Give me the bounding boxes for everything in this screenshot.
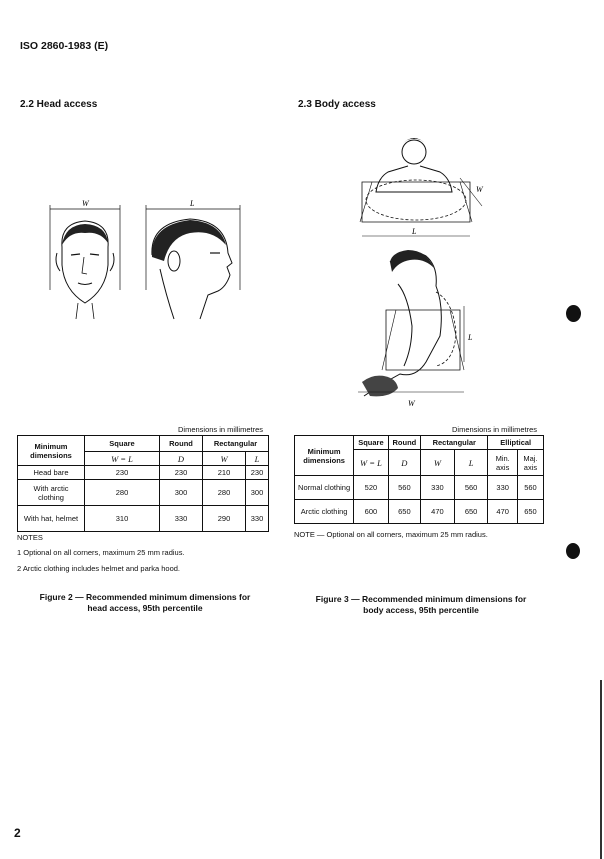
t1-col-square: Square <box>85 436 160 452</box>
cell: 280 <box>203 480 246 506</box>
cell: 470 <box>488 500 518 524</box>
body-access-table <box>294 435 544 524</box>
cell: 280 <box>85 480 160 506</box>
t2-col-elliptical: Elliptical <box>488 436 544 450</box>
page-edge-line <box>600 680 602 859</box>
table1-units: Dimensions in millimetres <box>178 425 264 434</box>
note-optional-corners: NOTE — Optional on all corners, maximum 25 mm radius. <box>294 530 488 539</box>
table-row <box>18 506 269 532</box>
document-header: ISO 2860-1983 (E) <box>20 40 109 52</box>
caption-line: Figure 3 — Recommended minimum dimensions for <box>315 594 527 604</box>
cell: 210 <box>203 466 246 480</box>
t1-sym-l: L <box>246 452 269 466</box>
cell: 330 <box>160 506 203 532</box>
caption-line: Figure 2 — Recommended minimum dimensions for <box>39 592 251 602</box>
head-access-title: 2.2 Head access <box>20 99 98 110</box>
cell: 560 <box>454 476 488 500</box>
t2-sym-round: D <box>388 450 420 476</box>
caption-line: head access, 95th percentile <box>87 603 203 613</box>
t2-sym-maj-axis: Maj. axis <box>517 450 543 476</box>
cell: 300 <box>160 480 203 506</box>
body-access-figure <box>352 126 487 411</box>
head-access-figure <box>40 195 250 330</box>
t1-col-rectangular: Rectangular <box>203 436 269 452</box>
binder-hole-mark <box>566 543 580 559</box>
binder-hole-mark <box>566 305 581 322</box>
cell: 650 <box>388 500 420 524</box>
side-l-label: L <box>190 199 195 208</box>
cell: 330 <box>246 506 269 532</box>
t2-sym-w: W <box>421 450 455 476</box>
body-access-title: 2.3 Body access <box>298 99 376 110</box>
t1-col-minimum: Minimum dimensions <box>18 436 85 466</box>
row-label: Arctic clothing <box>295 500 354 524</box>
row-label: Normal clothing <box>295 476 354 500</box>
cell: 230 <box>160 466 203 480</box>
row-label: With hat, helmet <box>18 506 85 532</box>
figure-3-caption <box>296 594 546 616</box>
t2-col-round: Round <box>388 436 420 450</box>
table-row <box>295 476 544 500</box>
table-row <box>295 500 544 524</box>
front-w-label: W <box>82 199 89 208</box>
cell: 560 <box>388 476 420 500</box>
table-row <box>18 466 269 480</box>
body-top-l-label: L <box>412 227 417 236</box>
table-row <box>18 480 269 506</box>
cell: 330 <box>421 476 455 500</box>
t2-sym-min-axis: Min. axis <box>488 450 518 476</box>
row-label: Head bare <box>18 466 85 480</box>
t1-col-round: Round <box>160 436 203 452</box>
cell: 230 <box>246 466 269 480</box>
note-2: 2 Arctic clothing includes helmet and parka hood. <box>17 564 181 573</box>
cell: 600 <box>354 500 388 524</box>
cell: 330 <box>488 476 518 500</box>
notes-title: NOTES <box>17 533 43 542</box>
row-label: With arctic clothing <box>18 480 85 506</box>
t2-col-minimum: Minimum dimensions <box>295 436 354 476</box>
t1-sym-round: D <box>160 452 203 466</box>
cell: 560 <box>517 476 543 500</box>
t2-col-rectangular: Rectangular <box>421 436 488 450</box>
figure-2-caption <box>20 592 270 614</box>
cell: 310 <box>85 506 160 532</box>
t2-sym-square: W = L <box>354 450 388 476</box>
t1-sym-square: W = L <box>85 452 160 466</box>
cell: 650 <box>517 500 543 524</box>
t2-sym-l: L <box>454 450 488 476</box>
cell: 520 <box>354 476 388 500</box>
cell: 650 <box>454 500 488 524</box>
body-side-l-label: L <box>468 333 473 342</box>
t2-col-square: Square <box>354 436 388 450</box>
cell: 470 <box>421 500 455 524</box>
body-side-w-label: W <box>408 399 415 408</box>
cell: 290 <box>203 506 246 532</box>
cell: 300 <box>246 480 269 506</box>
body-top-w-label: W <box>476 185 483 194</box>
t1-sym-w: W <box>203 452 246 466</box>
head-access-table <box>17 435 269 532</box>
table2-units: Dimensions in millimetres <box>452 425 538 434</box>
caption-line: body access, 95th percentile <box>363 605 479 615</box>
cell: 230 <box>85 466 160 480</box>
page-number: 2 <box>14 826 21 840</box>
note-1: 1 Optional on all corners, maximum 25 mm radius. <box>17 548 185 557</box>
